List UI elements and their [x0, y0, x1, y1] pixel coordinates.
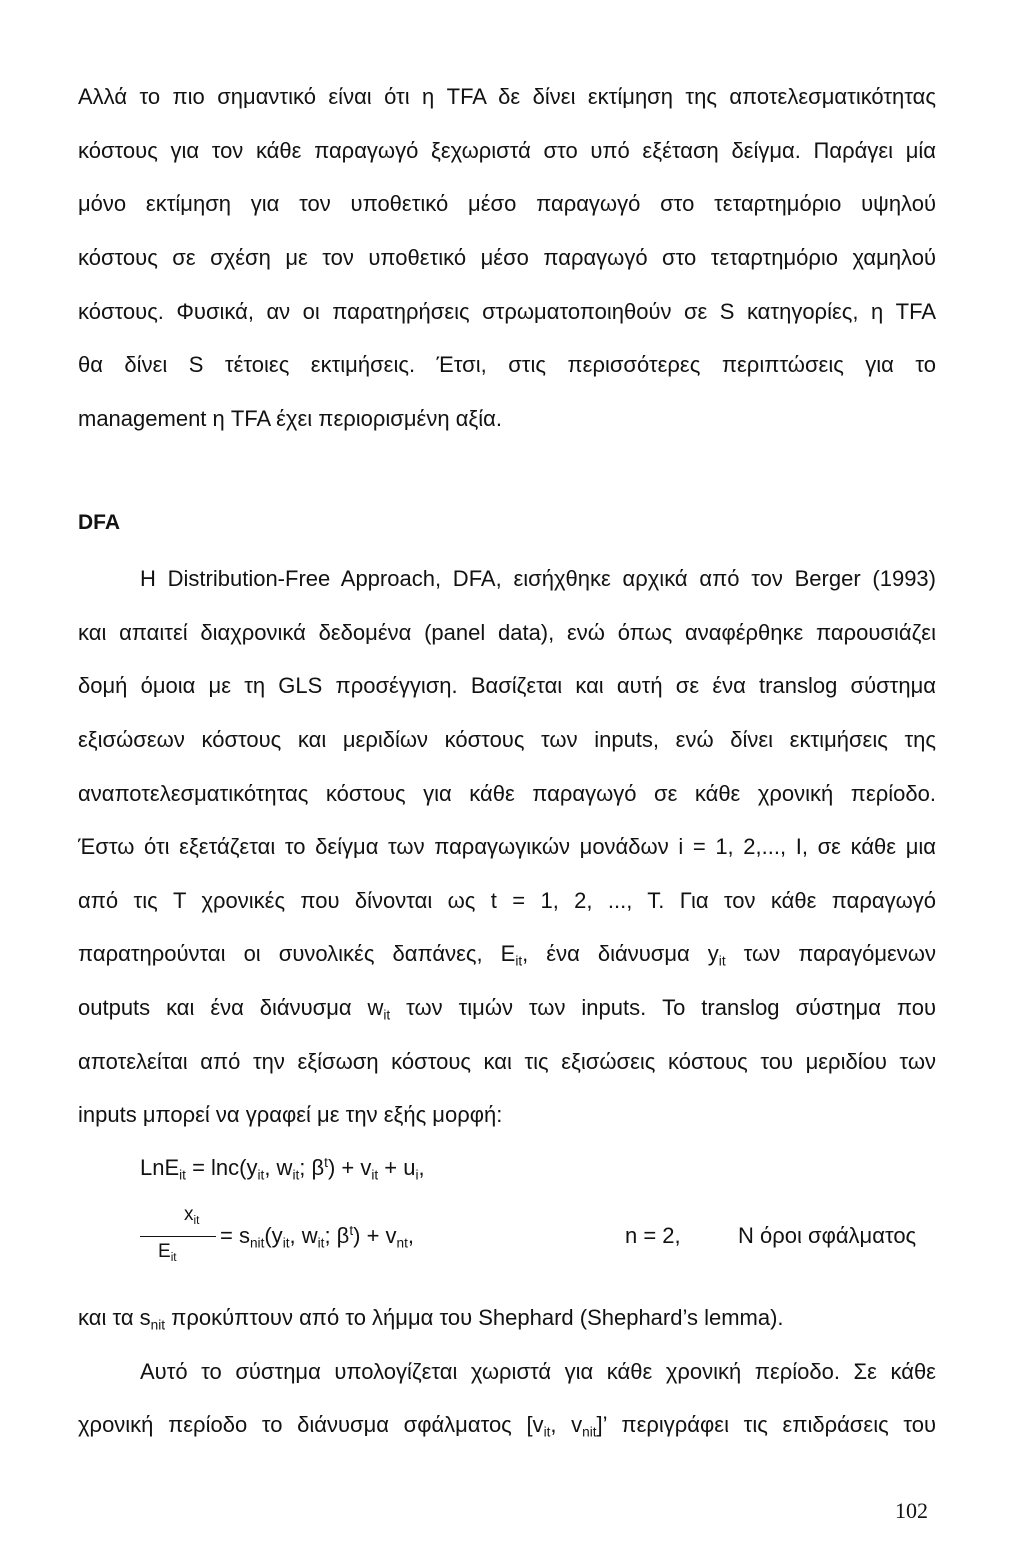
- body-text-line: θα δίνει S τέτοιες εκτιμήσεις. Έτσι, στις περισσότερες περιπτώσεις για το: [78, 352, 936, 378]
- body-text-line: management η TFA έχει περιορισμένη αξία.: [78, 405, 502, 431]
- paragraph-dfa: [78, 552, 936, 1142]
- paragraph-shephard: [78, 1291, 936, 1452]
- section-heading: DFA: [78, 511, 120, 534]
- subscript: it: [515, 953, 523, 969]
- fraction-numerator: $x_{it}$: [184, 1204, 200, 1227]
- equation-index: n = 2,: [625, 1223, 681, 1248]
- body-text-line: inputs μπορεί να γραφεί με την εξής μορφή:: [78, 1102, 503, 1128]
- subscript: it: [718, 953, 726, 969]
- superscript: t: [349, 1222, 354, 1238]
- body-text-line: μόνο εκτίμηση για τον υποθετικό μέσο παραγωγό στο τεταρτημόριο υψηλού: [78, 191, 936, 217]
- body-text-line: κόστους για τον κάθε παραγωγό ξεχωριστά στο υπό εξέταση δείγμα. Παράγει μία: [78, 137, 936, 163]
- fraction-bar: [140, 1236, 216, 1237]
- subscript: it: [292, 1167, 300, 1183]
- fraction-denominator: $E_{it}$: [158, 1241, 177, 1264]
- superscript: t: [324, 1154, 328, 1170]
- subscript: it: [257, 1167, 265, 1183]
- body-text-line: Αλλά το πιο σημαντικό είναι ότι η TFA δε δίνει εκτίμηση της αποτελεσματικότητας: [78, 84, 936, 110]
- body-text-line: αναποτελεσματικότητας κόστους για κάθε παραγωγό σε κάθε χρονική περίοδο.: [78, 780, 936, 806]
- page-number: 102: [895, 1498, 928, 1523]
- subscript: it: [282, 1235, 290, 1251]
- body-text-line: εξισώσεων κόστους και μεριδίων κόστους των inputs, ενώ δίνει εκτιμήσεις της: [78, 726, 936, 752]
- body-text-line: Έστω ότι εξετάζεται το δείγμα των παραγωγικών μονάδων i = 1, 2,..., I, σε κάθε μια: [78, 834, 936, 860]
- body-text-line: H Distribution-Free Approach, DFA, εισήχθηκε αρχικά από τον Berger (1993): [140, 566, 936, 592]
- equation-note: N όροι σφάλματος: [738, 1223, 917, 1248]
- subscript: nit: [582, 1424, 597, 1440]
- body-text-line: και απαιτεί διαχρονικά δεδομένα (panel data), ενώ όπως αναφέρθηκε παρουσιάζει: [78, 619, 936, 645]
- body-text-line: και τα $s_{nit}$ προκύπτουν από το λήμμα του Shephard (Shephard’s lemma).: [78, 1305, 784, 1333]
- body-text-line: δομή όμοια με τη GLS προσέγγιση. Βασίζεται και αυτή σε ένα translog σύστημα: [78, 673, 936, 699]
- subscript: it: [543, 1424, 551, 1440]
- body-text-line: παρατηρούνται οι συνολικές δαπάνες, $E_{it}$, ένα διάνυσμα $y_{it}$ των παραγόμενων: [78, 941, 936, 969]
- cost-equation: $LnE_{it} = \ln c(y_{it}$, $w_{it}$; $\beta^t) + v_{it} + u_i$,: [140, 1154, 425, 1183]
- subscript: it: [170, 1250, 177, 1264]
- subscript: it: [179, 1167, 186, 1183]
- body-text-line: Αυτό το σύστημα υπολογίζεται χωριστά για κάθε χρονική περίοδο. Σε κάθε: [140, 1358, 936, 1384]
- body-text-line: κόστους σε σχέση με τον υποθετικό μέσο παραγωγό στο τεταρτημόριο χαμηλού: [78, 244, 936, 270]
- subscript: nit: [150, 1317, 166, 1333]
- body-text-line: αποτελείται από την εξίσωση κόστους και τις εξισώσεις κόστους του μεριδίου των: [78, 1048, 936, 1074]
- subscript: it: [317, 1235, 325, 1251]
- body-text-line: από τις T χρονικές που δίνονται ως t = 1, 2, ..., T. Για τον κάθε παραγωγό: [78, 887, 936, 913]
- paragraph-tfa: [78, 70, 936, 445]
- body-text-line: χρονική περίοδο το διάνυσμα σφάλματος [$v_{it}$, $v_{nit}$]’ περιγράφει τις επιδράσεις του: [78, 1412, 936, 1440]
- body-text-line: κόστους. Φυσικά, αν οι παρατηρήσεις στρωματοποιηθούν σε S κατηγορίες, η TFA: [78, 298, 936, 324]
- subscript: nt: [396, 1235, 408, 1251]
- subscript: it: [383, 1007, 391, 1023]
- subscript: nit: [249, 1235, 265, 1251]
- equation-rhs: = $s_{nit}(y_{it}$, $w_{it}$; $\beta^t) + v_{nt}$,: [220, 1222, 415, 1251]
- body-text-line: outputs και ένα διάνυσμα $w_{it}$ των τιμών των inputs. Το translog σύστημα που: [78, 994, 936, 1023]
- subscript: it: [193, 1213, 200, 1227]
- subscript: i: [415, 1167, 419, 1183]
- subscript: it: [371, 1167, 379, 1183]
